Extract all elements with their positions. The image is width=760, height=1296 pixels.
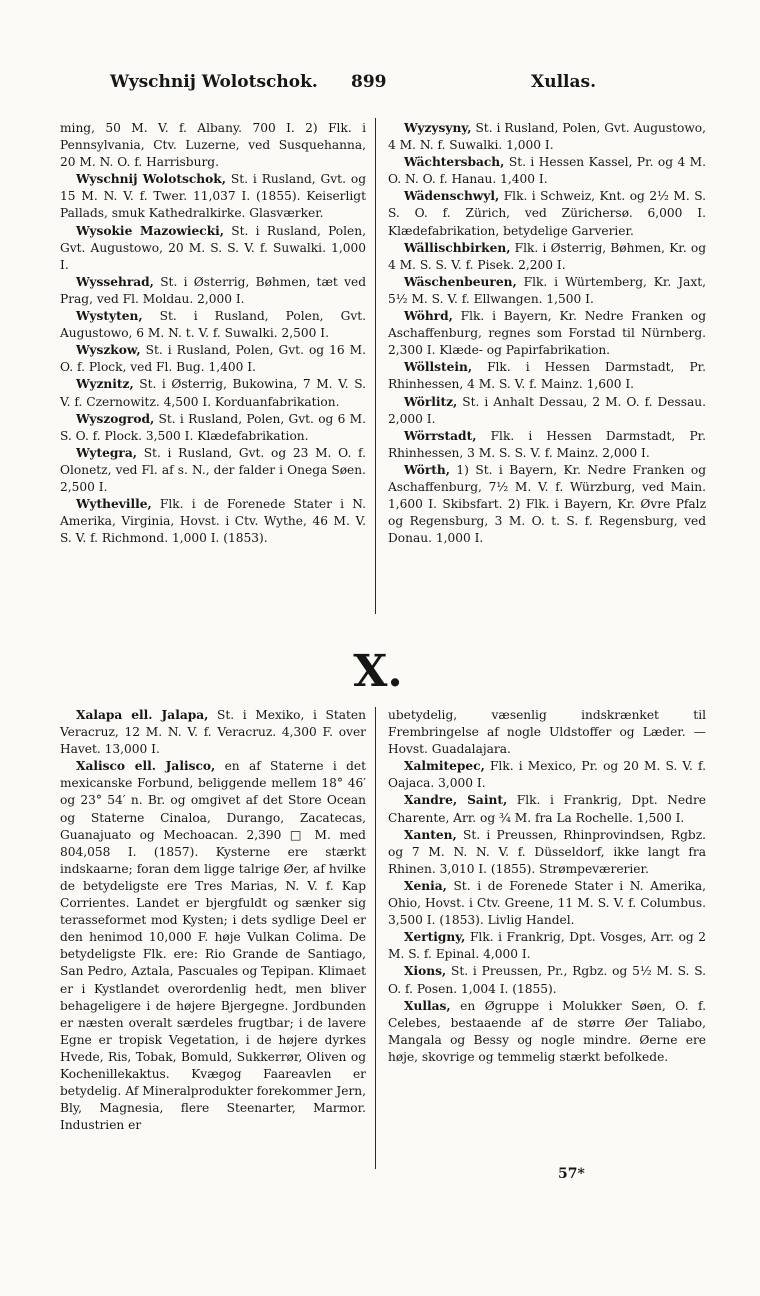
entry-headword: Xalmitepec, xyxy=(404,759,485,774)
entry-text: St. i Rusland, Polen, Gvt. og 6 M. S. O. f. Plock. 3,500 I. Klædefabrikation. xyxy=(60,411,366,443)
entry-headword: Wystyten, xyxy=(76,309,143,324)
entry-headword: Wytheville, xyxy=(76,497,152,512)
entry-text: St. i Rusland, Gvt. og 23 M. O. f. Olonetz, ved Fl. af s. N., der falder i Onega Søen. 2,500 I. xyxy=(60,445,366,494)
entry-headword: Wörth, xyxy=(404,462,450,477)
entry-headword: Wyssehrad, xyxy=(76,274,154,289)
header-right-catchword: Xullas. xyxy=(531,72,596,92)
dictionary-entry xyxy=(60,171,366,222)
column-top-right xyxy=(388,120,706,547)
entry-headword: Xions, xyxy=(404,964,447,979)
entry-headword: Wöhrd, xyxy=(404,309,453,324)
entry-text: St. i Rusland, Polen, Gvt. og 16 M. O. f. Plock, ved Fl. Bug. 1,400 I. xyxy=(60,343,366,375)
dictionary-entry xyxy=(388,878,706,929)
entry-text: Flk. i Würtemberg, Kr. Jaxt, 5½ M. S. V. f. Ellwangen. 1,500 I. xyxy=(388,274,706,306)
running-header xyxy=(110,72,596,102)
page-number: 899 xyxy=(351,72,387,92)
column-bottom-right xyxy=(388,707,706,1066)
dictionary-entry xyxy=(388,707,706,758)
entry-text: St. i Østerrig, Bukowina, 7 M. V. S. V. f. Czernowitz. 4,500 I. Korduanfabrikation. xyxy=(60,377,366,409)
dictionary-entry xyxy=(388,428,706,462)
entry-headword: Wytegra, xyxy=(76,445,137,460)
entry-text: Flk. i de Forenede Stater i N. Amerika, Virginia, Hovst. i Ctv. Wythe, 46 M. V. S. V. f. Richmond. 1,000 I. (1853). xyxy=(60,497,366,546)
column-bottom-left xyxy=(60,707,366,1134)
entry-headword: Wädenschwyl, xyxy=(404,189,500,204)
entry-headword: Wöllstein, xyxy=(404,360,473,375)
entry-text: St. i Mexiko, i Staten Veracruz, 12 M. N. V. f. Veracruz. 4,300 F. over Havet. 13,000 I. xyxy=(60,708,366,757)
dictionary-entry xyxy=(60,496,366,547)
dictionary-entry xyxy=(60,223,366,274)
entry-text: St. i Østerrig, Bøhmen, tæt ved Prag, ved Fl. Moldau. 2,000 I. xyxy=(60,274,366,306)
entry-headword: Wällischbirken, xyxy=(404,240,511,255)
entry-headword: Wyznitz, xyxy=(76,377,134,392)
entry-text: Flk. i Mexico, Pr. og 20 M. S. V. f. Oajaca. 3,000 I. xyxy=(388,759,706,791)
dictionary-entry xyxy=(60,707,366,758)
entry-text: Flk. i Østerrig, Bøhmen, Kr. og 4 M. S. S. V. f. Pisek. 2,200 I. xyxy=(388,240,706,272)
entry-text: St. i Rusland, Polen, Gvt. Augustowo, 20 M. S. S. V. f. Suwalki. 1,000 I. xyxy=(60,223,366,272)
entry-text: Flk. i Frankrig, Dpt. Vosges, Arr. og 2 M. S. f. Epinal. 4,000 I. xyxy=(388,930,706,962)
column-divider-top xyxy=(375,118,376,614)
entry-headword: Wyszogrod, xyxy=(76,411,155,426)
entry-headword: Xalapa ell. Jalapa, xyxy=(76,708,209,722)
dictionary-entry xyxy=(388,120,706,154)
entry-headword: Wysokie Mazowiecki, xyxy=(76,223,225,238)
entry-text: St. i Rusland, Gvt. og 15 M. N. V. f. Twer. 11,037 I. (1855). Keiserligt Pallads, smuk Kathedralkirke. Glasværker. xyxy=(60,172,366,221)
entry-headword: Wyschnij Wolotschok, xyxy=(76,172,226,187)
entry-text: St. i Hessen Kassel, Pr. og 4 M. O. N. O. f. Hanau. 1,400 I. xyxy=(388,155,706,187)
dictionary-entry xyxy=(388,188,706,239)
dictionary-entry xyxy=(388,792,706,826)
section-letter: X. xyxy=(353,646,403,697)
dictionary-entry xyxy=(388,274,706,308)
entry-text: Flk. i Hessen Darmstadt, Pr. Rhinhessen, 4 M. S. V. f. Mainz. 1,600 I. xyxy=(388,360,706,392)
header-left-catchword: Wyschnij Wolotschok. xyxy=(110,72,318,92)
entry-headword: Wyszkow, xyxy=(76,343,141,358)
entry-text: Flk. i Bayern, Kr. Nedre Franken og Aschaffenburg, regnes som Forstad til Nürnberg. 2,300 I. Klæde- og Papirfabrikation. xyxy=(388,309,706,358)
entry-text: St. i Rusland, Polen, Gvt. Augustowo, 6 M. N. t. V. f. Suwalki. 2,500 I. xyxy=(60,309,366,341)
entry-text: Flk. i Hessen Darmstadt, Pr. Rhinhessen, 3 M. S. S. V. f. Mainz. 2,000 I. xyxy=(388,428,706,460)
entry-headword: Xenia, xyxy=(404,878,447,893)
entry-text: Flk. i Frankrig, Dpt. Nedre Charente, Arr. og ¾ M. fra La Rochelle. 1,500 I. xyxy=(388,793,706,825)
dictionary-entry xyxy=(388,308,706,359)
entry-headword: Wörlitz, xyxy=(404,394,458,409)
entry-text: St. i Preussen, Pr., Rgbz. og 5½ M. S. S. O. f. Posen. 1,004 I. (1855). xyxy=(388,964,706,996)
dictionary-entry xyxy=(60,445,366,496)
dictionary-entry xyxy=(388,394,706,428)
dictionary-entry xyxy=(60,411,366,445)
entry-text: 1) St. i Bayern, Kr. Nedre Franken og Aschaffenburg, 7½ M. V. f. Würzburg, ved Main. 1,600 I. Skibsfart. 2) Flk. i Bayern, Kr. Øvre Pfalz og Regensburg, 3 M. O. t. S. f. Regensburg, ved Donau. 1,000 I. xyxy=(388,462,706,546)
entry-headword: Wyzysyny, xyxy=(404,121,472,135)
entry-headword: Wäschenbeuren, xyxy=(404,274,517,289)
dictionary-entry xyxy=(60,274,366,308)
entry-headword: Xertigny, xyxy=(404,930,466,945)
column-divider-bottom xyxy=(375,707,376,1169)
entry-text: en af Staterne i det mexicanske Forbund, beliggende mellem 18° 46′ og 23° 54′ n. Br. og omgivet af det Store Ocean og Staterne Cinaloa, Durango, Zacatecas, Guanajuato og Mechoacan. 2,390 □ M. med 804,058 I. (1857). Kysterne ere stærkt indskaarne; foran dem ligge talrige Øer, af hvilke de betydeligste ere Tres Marias, N. V. f. Kap Corrientes. Landet er bjergfuldt og sænker sig terasseformet mod Kysten; i dets sydlige Deel er den henimod 10,000 F. høje Vulkan Colima. De betydeligste Flk. ere: Rio Grande de Santiago, San Pedro, Aztala, Pascuales og Tepipan. Klimaet er i Kystlandet overordenlig hedt, men bliver behageligere i de højere Bjergegne. Jordbunden er næsten overalt særdeles frugtbar; i de lavere Egne er tropisk Vegetation, i de højere dyrkes Hvede, Ris, Tobak, Bomuld, Sukkerrør, Oliven og Kochenillekaktus. Kvægog Faareavlen er betydelig. Af Mineralprodukter forekommer Jern, Bly, Magnesia, flere Steenarter, Marmor. Industrien er xyxy=(60,759,367,1133)
entry-headword: Xalisco ell. Jalisco, xyxy=(76,759,216,774)
dictionary-entry xyxy=(60,308,366,342)
dictionary-entry xyxy=(60,758,366,1134)
dictionary-entry xyxy=(60,342,366,376)
entry-text: St. i Anhalt Dessau, 2 M. O. f. Dessau. 2,000 I. xyxy=(388,394,706,426)
entry-text: St. i Rusland, Polen, Gvt. Augustowo, 4 M. N. f. Suwalki. 1,000 I. xyxy=(388,121,706,153)
dictionary-entry xyxy=(388,240,706,274)
dictionary-entry xyxy=(388,963,706,997)
dictionary-entry xyxy=(388,758,706,792)
dictionary-entry xyxy=(388,929,706,963)
column-top-left xyxy=(60,120,366,547)
entry-text: St. i Preussen, Rhinprovindsen, Rgbz. og 7 M. N. N. V. f. Düsseldorf, ikke langt fra Rhinen. 3,010 I. (1855). Strømpeværerier. xyxy=(388,827,706,876)
signature-mark: 57* xyxy=(558,1166,585,1182)
dictionary-entry xyxy=(388,462,706,547)
entry-headword: Xandre, Saint, xyxy=(404,793,508,808)
dictionary-entry xyxy=(60,120,366,171)
entry-text: en Øgruppe i Molukker Søen, O. f. Celebes, bestaaende af de større Øer Taliabo, Mangala og Bessy og nogle mindre. Øerne ere høje, skovrige og temmelig stærkt befolkede. xyxy=(388,998,706,1064)
entry-text: St. i de Forenede Stater i N. Amerika, Ohio, Hovst. i Ctv. Greene, 11 M. S. V. f. Columbus. 3,500 I. (1853). Livlig Handel. xyxy=(388,878,706,928)
entry-text: ubetydelig, væsenlig indskrænket til Frembringelse af nogle Uldstoffer og Læder. — Hovst. Guadalajara. xyxy=(388,708,706,757)
entry-text: ming, 50 M. V. f. Albany. 700 I. 2) Flk. i Pennsylvania, Ctv. Luzerne, ved Susquehanna, 20 M. N. O. f. Harrisburg. xyxy=(60,121,366,170)
dictionary-entry xyxy=(388,154,706,188)
dictionary-entry xyxy=(388,998,706,1066)
entry-headword: Xanten, xyxy=(404,827,457,842)
entry-headword: Xullas, xyxy=(404,998,451,1013)
dictionary-entry xyxy=(388,827,706,878)
dictionary-entry xyxy=(388,359,706,393)
entry-headword: Wörrstadt, xyxy=(404,428,477,443)
dictionary-entry xyxy=(60,376,366,410)
entry-headword: Wächtersbach, xyxy=(404,155,505,170)
entry-text: Flk. i Schweiz, Knt. og 2½ M. S. S. O. f. Zürich, ved Zürichersø. 6,000 I. Klædefabrikation, betydelige Garverier. xyxy=(388,189,706,238)
